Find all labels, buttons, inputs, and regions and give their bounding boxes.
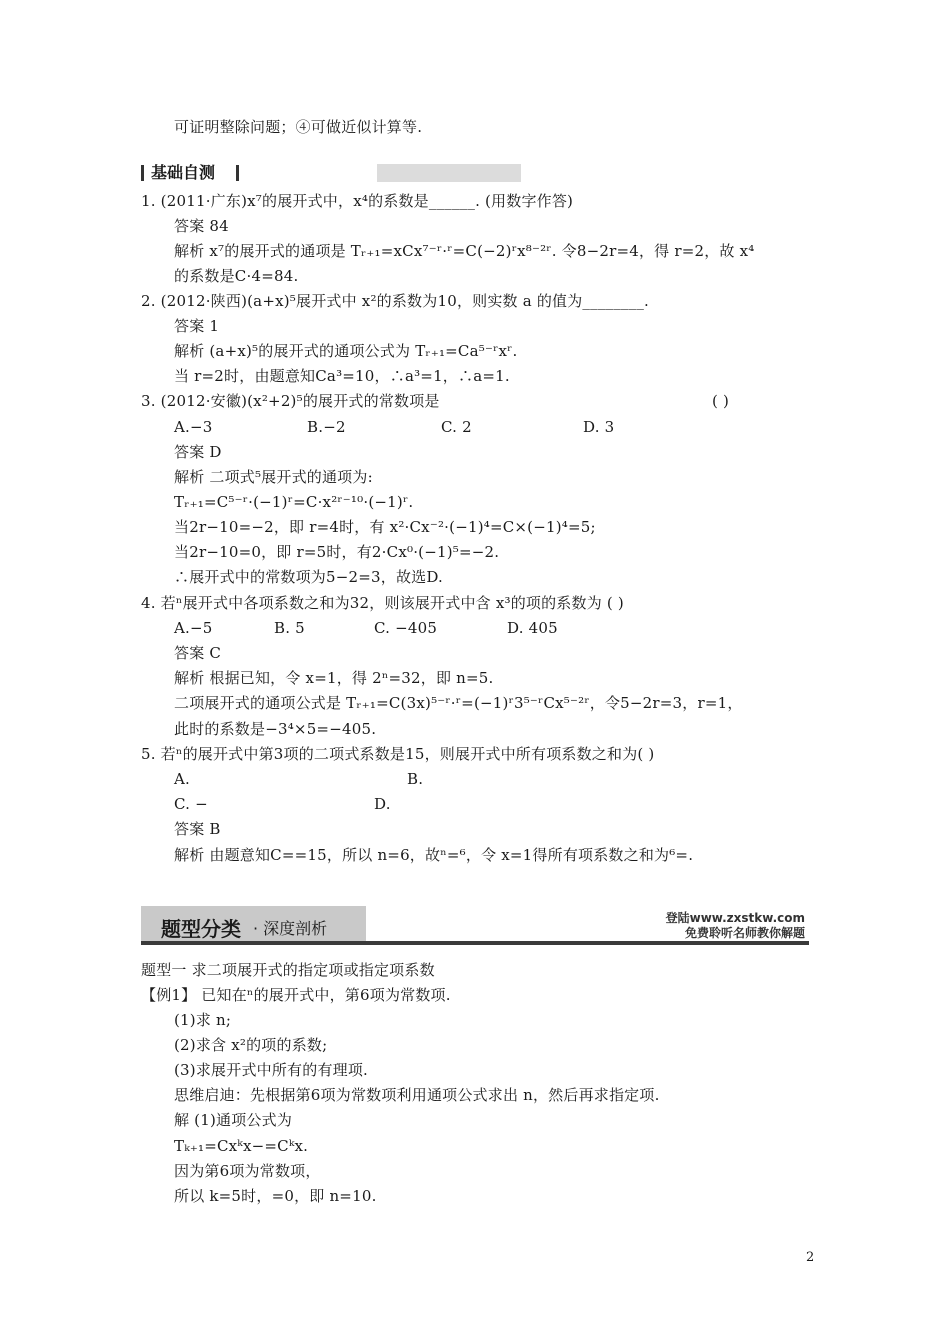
section-bar-left: [141, 165, 144, 181]
section-header-question-types: [141, 906, 809, 946]
text-line: 答案 84: [174, 217, 229, 235]
text-line: 答案 D: [174, 443, 222, 461]
site-promo-text: 免费聆听名师教你解题: [684, 926, 805, 940]
text-line: 二项展开式的通项公式是 Tᵣ₊₁=C(3x)⁵⁻ʳ·ʳ=(−1)ʳ3⁵⁻ʳCx⁵⁻²ʳ，令5−2r=3，r=1，: [174, 694, 743, 712]
page-number: 2: [806, 1250, 815, 1265]
text-line: 所以 k=5时，=0，即 n=10.: [174, 1187, 377, 1205]
text-line: 答案 C: [174, 644, 222, 662]
text-line: (1)求 n;: [174, 1011, 232, 1029]
text-line: D. 3: [583, 418, 615, 436]
text-line: 当2r−10=−2，即 r=4时，有 x²·Cx⁻²·(−1)⁴=C×(−1)⁴=5;: [174, 518, 596, 536]
text-line: 可证明整除问题；④可做近似计算等.: [174, 118, 423, 136]
text-line: ∴展开式中的常数项为5−2=3，故选D.: [174, 568, 444, 586]
text-line: Tₖ₊₁=Cxᵏx−=Cᵏx.: [174, 1137, 309, 1155]
text-line: 2. (2012·陕西)(a+x)⁵展开式中 x²的系数为10，则实数 a 的值为________.: [141, 292, 649, 310]
text-line: B.−2: [307, 418, 346, 436]
section-subtitle: · 深度剖析: [253, 919, 328, 938]
text-line: 答案 B: [174, 820, 221, 838]
section-title: 基础自测: [151, 163, 216, 182]
text-line: 的系数是C·4=84.: [174, 267, 299, 285]
text-line: 题型一 求二项展开式的指定项或指定项系数: [141, 961, 435, 979]
text-line: 答案 1: [174, 317, 220, 335]
text-line: 解析 根据已知，令 x=1，得 2ⁿ=32，即 n=5.: [174, 669, 494, 687]
text-line: 3. (2012·安徽)(x²+2)⁵的展开式的常数项是: [141, 392, 440, 410]
text-line: D. 405: [507, 619, 558, 637]
text-line: 当2r−10=0，即 r=5时，有2·Cx⁰·(−1)⁵=−2.: [174, 543, 500, 561]
text-line: 4. 若ⁿ展开式中各项系数之和为32，则该展开式中含 x³的项的系数为 ( ): [141, 594, 624, 612]
text-line: B.: [407, 770, 424, 788]
text-line: 1. (2011·广东)x⁷的展开式中，x⁴的系数是______. (用数字作答): [141, 192, 574, 210]
text-line: 解析 (a+x)⁵的展开式的通项公式为 Tᵣ₊₁=Ca⁵⁻ʳxʳ.: [174, 342, 518, 360]
text-line: Tᵣ₊₁=C⁵⁻ʳ·(−1)ʳ=C·x²ʳ⁻¹⁰·(−1)ʳ.: [174, 493, 414, 511]
text-line: A.−5: [174, 619, 213, 637]
text-line: C. 2: [441, 418, 472, 436]
text-line: A.−3: [174, 418, 213, 436]
text-line: B. 5: [274, 619, 305, 637]
section-header-basic-test: [141, 164, 521, 182]
text-line: 【例1】 已知在ⁿ的展开式中，第6项为常数项.: [141, 986, 451, 1004]
text-line: 解析 二项式⁵展开式的通项为:: [174, 468, 373, 486]
text-line: C. −: [174, 795, 208, 813]
text-line: ( ): [712, 392, 730, 410]
section-shade: [377, 164, 521, 182]
section-title: 题型分类: [161, 917, 241, 941]
text-line: 5. 若ⁿ的展开式中第3项的二项式系数是15，则展开式中所有项系数之和为( ): [141, 745, 655, 763]
text-line: 解 (1)通项公式为: [174, 1111, 293, 1129]
section-bar-right: [236, 165, 239, 181]
text-line: 此时的系数是−3⁴×5=−405.: [174, 720, 377, 738]
site-url-text: 登陆www.zxstkw.com: [665, 911, 805, 925]
text-line: C. −405: [374, 619, 438, 637]
text-line: 解析 x⁷的展开式的通项是 Tᵣ₊₁=xCx⁷⁻ʳ·ʳ=C(−2)ʳx⁸⁻²ʳ. 令8−2r=4，得 r=2，故 x⁴: [174, 242, 755, 260]
text-line: 思维启迪：先根据第6项为常数项利用通项公式求出 n，然后再求指定项.: [174, 1086, 660, 1104]
text-line: (2)求含 x²的项的系数;: [174, 1036, 328, 1054]
text-line: 解析 由题意知C==15，所以 n=6，故ⁿ=⁶，令 x=1得所有项系数之和为⁶=.: [174, 846, 694, 864]
text-line: A.: [174, 770, 191, 788]
section-rule: [141, 941, 809, 945]
text-line: (3)求展开式中所有的有理项.: [174, 1061, 369, 1079]
text-line: 因为第6项为常数项，: [174, 1162, 321, 1180]
text-line: D.: [374, 795, 391, 813]
text-line: 当 r=2时，由题意知Ca³=10，∴a³=1，∴a=1.: [174, 367, 510, 385]
